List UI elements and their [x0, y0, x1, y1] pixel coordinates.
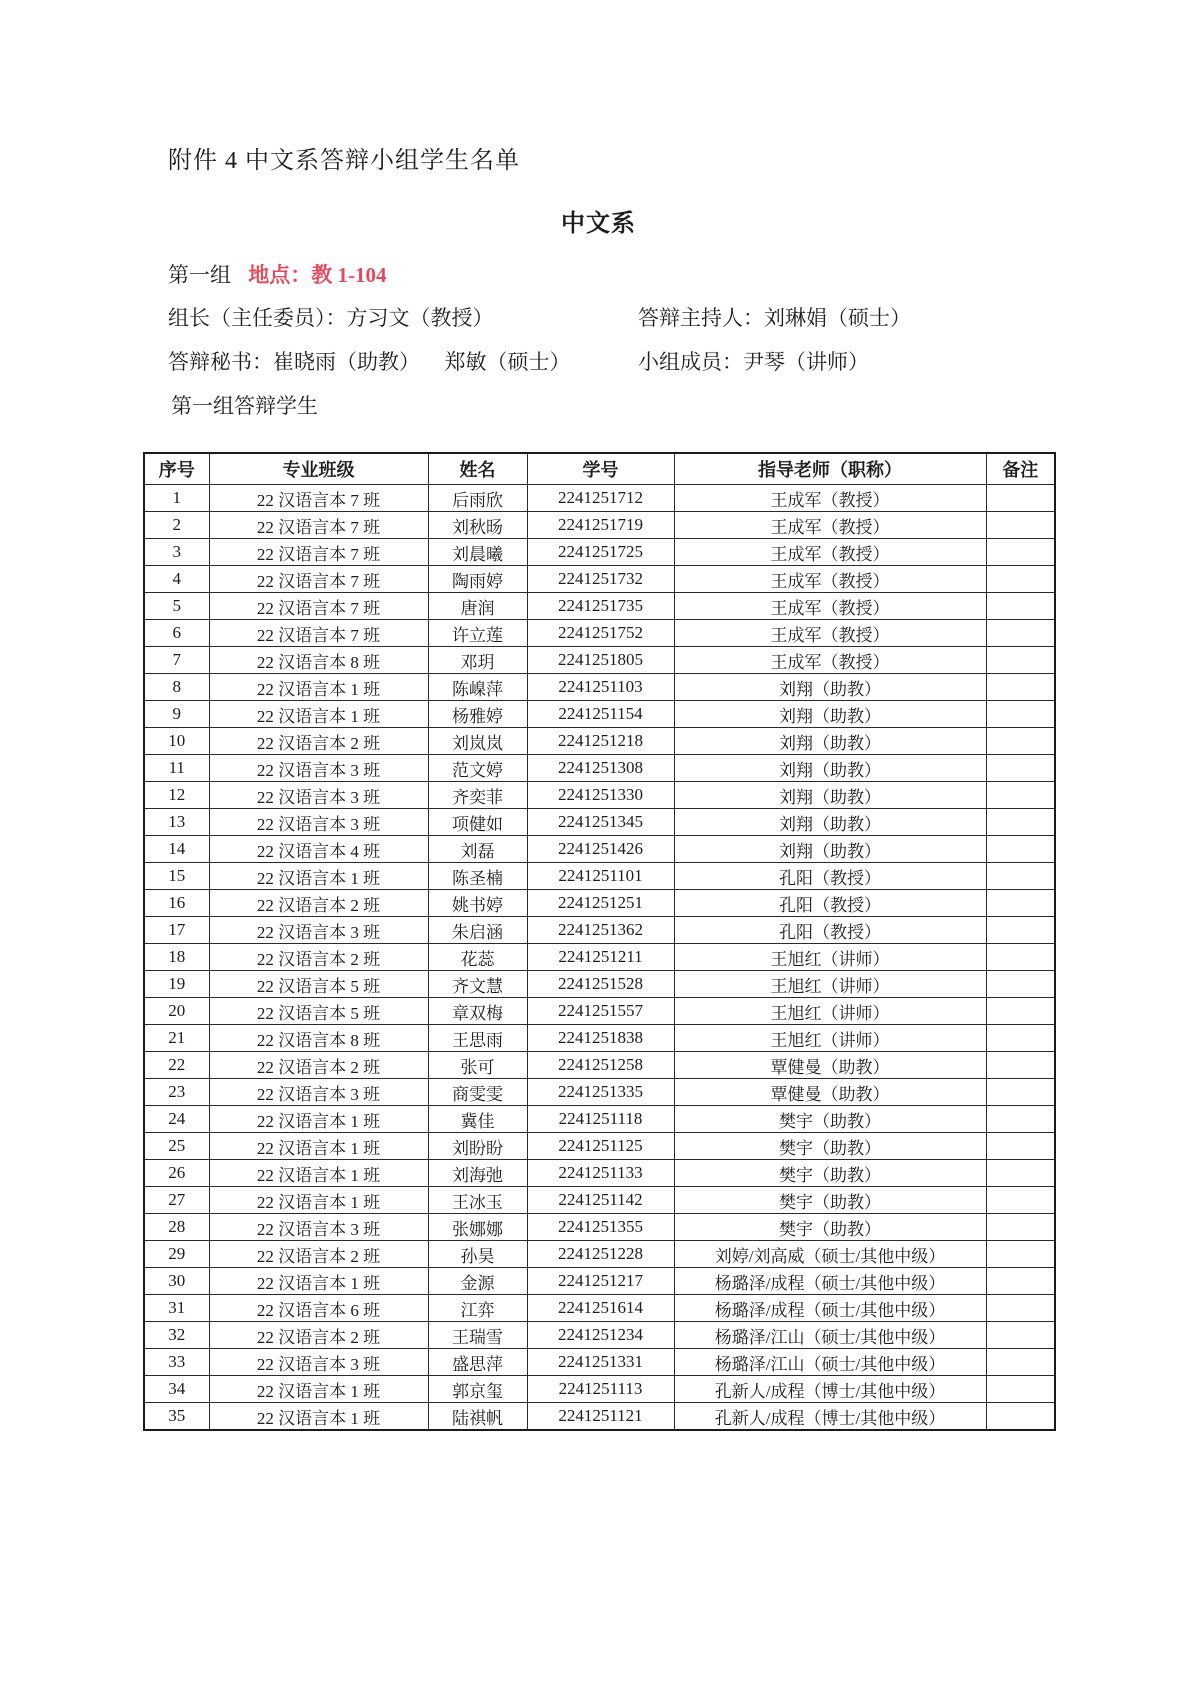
table-row	[144, 809, 1055, 836]
student-name: 朱启涵	[428, 917, 527, 944]
student-id: 2241251211	[527, 944, 674, 971]
defense-secretary-2: 郑敏（硕士）	[444, 350, 571, 374]
remark	[986, 1403, 1055, 1431]
column-header-1: 专业班级	[209, 453, 428, 485]
advisor-title: 刘翔（助教）	[674, 782, 986, 809]
student-name: 江弈	[428, 1295, 527, 1322]
major-class: 22 汉语言本 1 班	[209, 1106, 428, 1133]
remark	[986, 998, 1055, 1025]
student-id: 2241251103	[527, 674, 674, 701]
student-name: 杨雅婷	[428, 701, 527, 728]
advisor-title: 刘翔（助教）	[674, 728, 986, 755]
table-row	[144, 728, 1055, 755]
group-line	[168, 259, 387, 289]
student-id: 2241251838	[527, 1025, 674, 1052]
table-row	[144, 863, 1055, 890]
group-name: 第一组	[168, 263, 231, 287]
advisor-title: 覃健曼（助教）	[674, 1079, 986, 1106]
remark	[986, 620, 1055, 647]
major-class: 22 汉语言本 8 班	[209, 647, 428, 674]
student-name: 刘海弛	[428, 1160, 527, 1187]
remark	[986, 1187, 1055, 1214]
column-header-2: 姓名	[428, 453, 527, 485]
table-row	[144, 1160, 1055, 1187]
row-number: 32	[144, 1322, 209, 1349]
table-row	[144, 1052, 1055, 1079]
major-class: 22 汉语言本 7 班	[209, 593, 428, 620]
advisor-title: 王成军（教授）	[674, 512, 986, 539]
table-row	[144, 998, 1055, 1025]
major-class: 22 汉语言本 3 班	[209, 782, 428, 809]
row-number: 4	[144, 566, 209, 593]
table-row	[144, 1403, 1055, 1431]
advisor-title: 孔阳（教授）	[674, 863, 986, 890]
student-name: 陶雨婷	[428, 566, 527, 593]
major-class: 22 汉语言本 1 班	[209, 1376, 428, 1403]
student-id: 2241251426	[527, 836, 674, 863]
student-id: 2241251719	[527, 512, 674, 539]
remark	[986, 539, 1055, 566]
student-id: 2241251133	[527, 1160, 674, 1187]
advisor-title: 王成军（教授）	[674, 539, 986, 566]
remark	[986, 1079, 1055, 1106]
advisor-title: 王旭红（讲师）	[674, 1025, 986, 1052]
remark	[986, 1349, 1055, 1376]
table-row	[144, 512, 1055, 539]
row-number: 29	[144, 1241, 209, 1268]
advisor-title: 孔阳（教授）	[674, 917, 986, 944]
row-number: 2	[144, 512, 209, 539]
column-header-3: 学号	[527, 453, 674, 485]
student-id: 2241251218	[527, 728, 674, 755]
row-number: 7	[144, 647, 209, 674]
student-id: 2241251234	[527, 1322, 674, 1349]
row-number: 35	[144, 1403, 209, 1431]
row-number: 27	[144, 1187, 209, 1214]
major-class: 22 汉语言本 7 班	[209, 512, 428, 539]
student-id: 2241251362	[527, 917, 674, 944]
remark	[986, 1106, 1055, 1133]
row-number: 34	[144, 1376, 209, 1403]
student-id: 2241251228	[527, 1241, 674, 1268]
row-number: 17	[144, 917, 209, 944]
remark	[986, 593, 1055, 620]
major-class: 22 汉语言本 7 班	[209, 620, 428, 647]
row-number: 8	[144, 674, 209, 701]
advisor-title: 孔新人/成程（博士/其他中级）	[674, 1376, 986, 1403]
major-class: 22 汉语言本 2 班	[209, 728, 428, 755]
major-class: 22 汉语言本 5 班	[209, 998, 428, 1025]
student-name: 刘秋旸	[428, 512, 527, 539]
student-id: 2241251335	[527, 1079, 674, 1106]
student-name: 花蕊	[428, 944, 527, 971]
student-name: 陆祺帆	[428, 1403, 527, 1431]
student-name: 郭京玺	[428, 1376, 527, 1403]
major-class: 22 汉语言本 2 班	[209, 1052, 428, 1079]
student-name: 邓玥	[428, 647, 527, 674]
advisor-title: 王成军（教授）	[674, 566, 986, 593]
major-class: 22 汉语言本 4 班	[209, 836, 428, 863]
row-number: 30	[144, 1268, 209, 1295]
remark	[986, 809, 1055, 836]
advisor-title: 王成军（教授）	[674, 647, 986, 674]
row-number: 25	[144, 1133, 209, 1160]
student-name: 盛思萍	[428, 1349, 527, 1376]
advisor-title: 樊宇（助教）	[674, 1214, 986, 1241]
remark	[986, 1268, 1055, 1295]
student-name: 王冰玉	[428, 1187, 527, 1214]
student-name: 王思雨	[428, 1025, 527, 1052]
row-number: 1	[144, 485, 209, 512]
defense-host: 答辩主持人：刘琳娟（硕士）	[638, 306, 911, 330]
row-number: 28	[144, 1214, 209, 1241]
student-id: 2241251345	[527, 809, 674, 836]
table-row	[144, 593, 1055, 620]
advisor-title: 杨璐泽/成程（硕士/其他中级）	[674, 1295, 986, 1322]
major-class: 22 汉语言本 1 班	[209, 1268, 428, 1295]
student-name: 陈圣楠	[428, 863, 527, 890]
major-class: 22 汉语言本 1 班	[209, 1160, 428, 1187]
student-id: 2241251712	[527, 485, 674, 512]
table-row	[144, 539, 1055, 566]
row-number: 5	[144, 593, 209, 620]
major-class: 22 汉语言本 7 班	[209, 539, 428, 566]
table-row	[144, 1079, 1055, 1106]
major-class: 22 汉语言本 3 班	[209, 917, 428, 944]
advisor-title: 杨璐泽/江山（硕士/其他中级）	[674, 1322, 986, 1349]
student-id: 2241251725	[527, 539, 674, 566]
student-id: 2241251614	[527, 1295, 674, 1322]
major-class: 22 汉语言本 3 班	[209, 1079, 428, 1106]
row-number: 15	[144, 863, 209, 890]
major-class: 22 汉语言本 3 班	[209, 755, 428, 782]
table-row	[144, 1295, 1055, 1322]
table-row	[144, 1349, 1055, 1376]
student-id: 2241251330	[527, 782, 674, 809]
advisor-title: 杨璐泽/成程（硕士/其他中级）	[674, 1268, 986, 1295]
remark	[986, 1295, 1055, 1322]
student-name: 唐润	[428, 593, 527, 620]
student-name: 刘盼盼	[428, 1133, 527, 1160]
student-name: 冀佳	[428, 1106, 527, 1133]
row-number: 13	[144, 809, 209, 836]
major-class: 22 汉语言本 3 班	[209, 809, 428, 836]
student-name: 王瑞雪	[428, 1322, 527, 1349]
student-name: 刘岚岚	[428, 728, 527, 755]
major-class: 22 汉语言本 2 班	[209, 944, 428, 971]
student-name: 陈嵲萍	[428, 674, 527, 701]
major-class: 22 汉语言本 7 班	[209, 566, 428, 593]
advisor-title: 王旭红（讲师）	[674, 998, 986, 1025]
table-row	[144, 647, 1055, 674]
remark	[986, 863, 1055, 890]
row-number: 18	[144, 944, 209, 971]
row-number: 6	[144, 620, 209, 647]
major-class: 22 汉语言本 2 班	[209, 1322, 428, 1349]
attachment-title: 附件 4 中文系答辩小组学生名单	[168, 148, 520, 174]
table-row	[144, 782, 1055, 809]
student-id: 2241251154	[527, 701, 674, 728]
student-id: 2241251355	[527, 1214, 674, 1241]
group-leader: 组长（主任委员）：方习文（教授）	[168, 306, 494, 330]
column-header-4: 指导老师（职称）	[674, 453, 986, 485]
student-name: 许立莲	[428, 620, 527, 647]
advisor-title: 刘翔（助教）	[674, 674, 986, 701]
student-id: 2241251113	[527, 1376, 674, 1403]
remark	[986, 512, 1055, 539]
remark	[986, 1052, 1055, 1079]
student-name: 刘晨曦	[428, 539, 527, 566]
student-id: 2241251258	[527, 1052, 674, 1079]
advisor-title: 樊宇（助教）	[674, 1160, 986, 1187]
table-row	[144, 971, 1055, 998]
student-name: 姚书婷	[428, 890, 527, 917]
table-row	[144, 701, 1055, 728]
major-class: 22 汉语言本 1 班	[209, 1133, 428, 1160]
major-class: 22 汉语言本 1 班	[209, 674, 428, 701]
student-name: 项健如	[428, 809, 527, 836]
section-label: 第一组答辩学生	[171, 394, 318, 418]
row-number: 16	[144, 890, 209, 917]
student-id: 2241251217	[527, 1268, 674, 1295]
advisor-title: 刘翔（助教）	[674, 701, 986, 728]
student-name: 张娜娜	[428, 1214, 527, 1241]
student-name: 张可	[428, 1052, 527, 1079]
remark	[986, 890, 1055, 917]
defense-secretary: 答辩秘书：崔晓雨（助教）	[168, 350, 420, 374]
student-name: 齐文慧	[428, 971, 527, 998]
table-row	[144, 1241, 1055, 1268]
major-class: 22 汉语言本 2 班	[209, 1241, 428, 1268]
remark	[986, 566, 1055, 593]
major-class: 22 汉语言本 1 班	[209, 1403, 428, 1431]
row-number: 26	[144, 1160, 209, 1187]
table-row	[144, 1133, 1055, 1160]
student-id: 2241251331	[527, 1349, 674, 1376]
major-class: 22 汉语言本 1 班	[209, 701, 428, 728]
row-number: 21	[144, 1025, 209, 1052]
row-number: 3	[144, 539, 209, 566]
student-id: 2241251528	[527, 971, 674, 998]
remark	[986, 485, 1055, 512]
remark	[986, 1214, 1055, 1241]
student-name: 齐奕菲	[428, 782, 527, 809]
column-header-5: 备注	[986, 453, 1055, 485]
table-row	[144, 1187, 1055, 1214]
remark	[986, 1025, 1055, 1052]
table-row	[144, 485, 1055, 512]
group-location: 地点：教 1-104	[248, 263, 387, 287]
table-row	[144, 890, 1055, 917]
advisor-title: 王成军（教授）	[674, 620, 986, 647]
student-name: 章双梅	[428, 998, 527, 1025]
advisor-title: 孔阳（教授）	[674, 890, 986, 917]
remark	[986, 1160, 1055, 1187]
advisor-title: 孔新人/成程（博士/其他中级）	[674, 1403, 986, 1431]
student-id: 2241251118	[527, 1106, 674, 1133]
student-id: 2241251557	[527, 998, 674, 1025]
student-id: 2241251251	[527, 890, 674, 917]
remark	[986, 782, 1055, 809]
row-number: 10	[144, 728, 209, 755]
student-name: 刘磊	[428, 836, 527, 863]
table-row	[144, 620, 1055, 647]
advisor-title: 樊宇（助教）	[674, 1133, 986, 1160]
student-id: 2241251735	[527, 593, 674, 620]
column-header-0: 序号	[144, 453, 209, 485]
remark	[986, 1322, 1055, 1349]
remark	[986, 647, 1055, 674]
student-id: 2241251308	[527, 755, 674, 782]
row-number: 24	[144, 1106, 209, 1133]
student-id: 2241251805	[527, 647, 674, 674]
student-id: 2241251121	[527, 1403, 674, 1431]
major-class: 22 汉语言本 2 班	[209, 890, 428, 917]
remark	[986, 944, 1055, 971]
student-id: 2241251125	[527, 1133, 674, 1160]
remark	[986, 1133, 1055, 1160]
remark	[986, 728, 1055, 755]
row-number: 14	[144, 836, 209, 863]
advisor-title: 王成军（教授）	[674, 593, 986, 620]
student-id: 2241251732	[527, 566, 674, 593]
student-id: 2241251752	[527, 620, 674, 647]
remark	[986, 1376, 1055, 1403]
major-class: 22 汉语言本 6 班	[209, 1295, 428, 1322]
major-class: 22 汉语言本 1 班	[209, 1187, 428, 1214]
major-class: 22 汉语言本 8 班	[209, 1025, 428, 1052]
advisor-title: 樊宇（助教）	[674, 1106, 986, 1133]
student-name: 商雯雯	[428, 1079, 527, 1106]
table-row	[144, 917, 1055, 944]
row-number: 9	[144, 701, 209, 728]
committee-line-1	[168, 302, 1054, 332]
row-number: 20	[144, 998, 209, 1025]
advisor-title: 王成军（教授）	[674, 485, 986, 512]
table-row	[144, 755, 1055, 782]
student-id: 2241251101	[527, 863, 674, 890]
row-number: 12	[144, 782, 209, 809]
row-number: 19	[144, 971, 209, 998]
table-row	[144, 944, 1055, 971]
remark	[986, 971, 1055, 998]
remark	[986, 701, 1055, 728]
advisor-title: 刘翔（助教）	[674, 809, 986, 836]
table-row	[144, 836, 1055, 863]
major-class: 22 汉语言本 5 班	[209, 971, 428, 998]
table-row	[144, 1106, 1055, 1133]
table-row	[144, 1376, 1055, 1403]
advisor-title: 王旭红（讲师）	[674, 971, 986, 998]
advisor-title: 刘翔（助教）	[674, 836, 986, 863]
major-class: 22 汉语言本 7 班	[209, 485, 428, 512]
student-id: 2241251142	[527, 1187, 674, 1214]
remark	[986, 917, 1055, 944]
advisor-title: 杨璐泽/江山（硕士/其他中级）	[674, 1349, 986, 1376]
student-name: 金源	[428, 1268, 527, 1295]
table-row	[144, 1268, 1055, 1295]
group-member: 小组成员：尹琴（讲师）	[638, 350, 869, 374]
remark	[986, 674, 1055, 701]
row-number: 11	[144, 755, 209, 782]
advisor-title: 王旭红（讲师）	[674, 944, 986, 971]
major-class: 22 汉语言本 1 班	[209, 863, 428, 890]
table-row	[144, 566, 1055, 593]
advisor-title: 刘翔（助教）	[674, 755, 986, 782]
remark	[986, 1241, 1055, 1268]
advisor-title: 覃健曼（助教）	[674, 1052, 986, 1079]
table-row	[144, 1214, 1055, 1241]
defense-student-table	[143, 452, 1056, 1431]
student-name: 范文婷	[428, 755, 527, 782]
table-header-row	[144, 453, 1055, 485]
student-name: 孙昊	[428, 1241, 527, 1268]
table-row	[144, 674, 1055, 701]
remark	[986, 836, 1055, 863]
department-heading: 中文系	[561, 211, 636, 237]
row-number: 33	[144, 1349, 209, 1376]
remark	[986, 755, 1055, 782]
table-row	[144, 1322, 1055, 1349]
advisor-title: 樊宇（助教）	[674, 1187, 986, 1214]
advisor-title: 刘婷/刘高威（硕士/其他中级）	[674, 1241, 986, 1268]
row-number: 22	[144, 1052, 209, 1079]
table-row	[144, 1025, 1055, 1052]
row-number: 31	[144, 1295, 209, 1322]
committee-line-2	[168, 346, 1054, 376]
major-class: 22 汉语言本 3 班	[209, 1214, 428, 1241]
row-number: 23	[144, 1079, 209, 1106]
major-class: 22 汉语言本 3 班	[209, 1349, 428, 1376]
student-name: 后雨欣	[428, 485, 527, 512]
